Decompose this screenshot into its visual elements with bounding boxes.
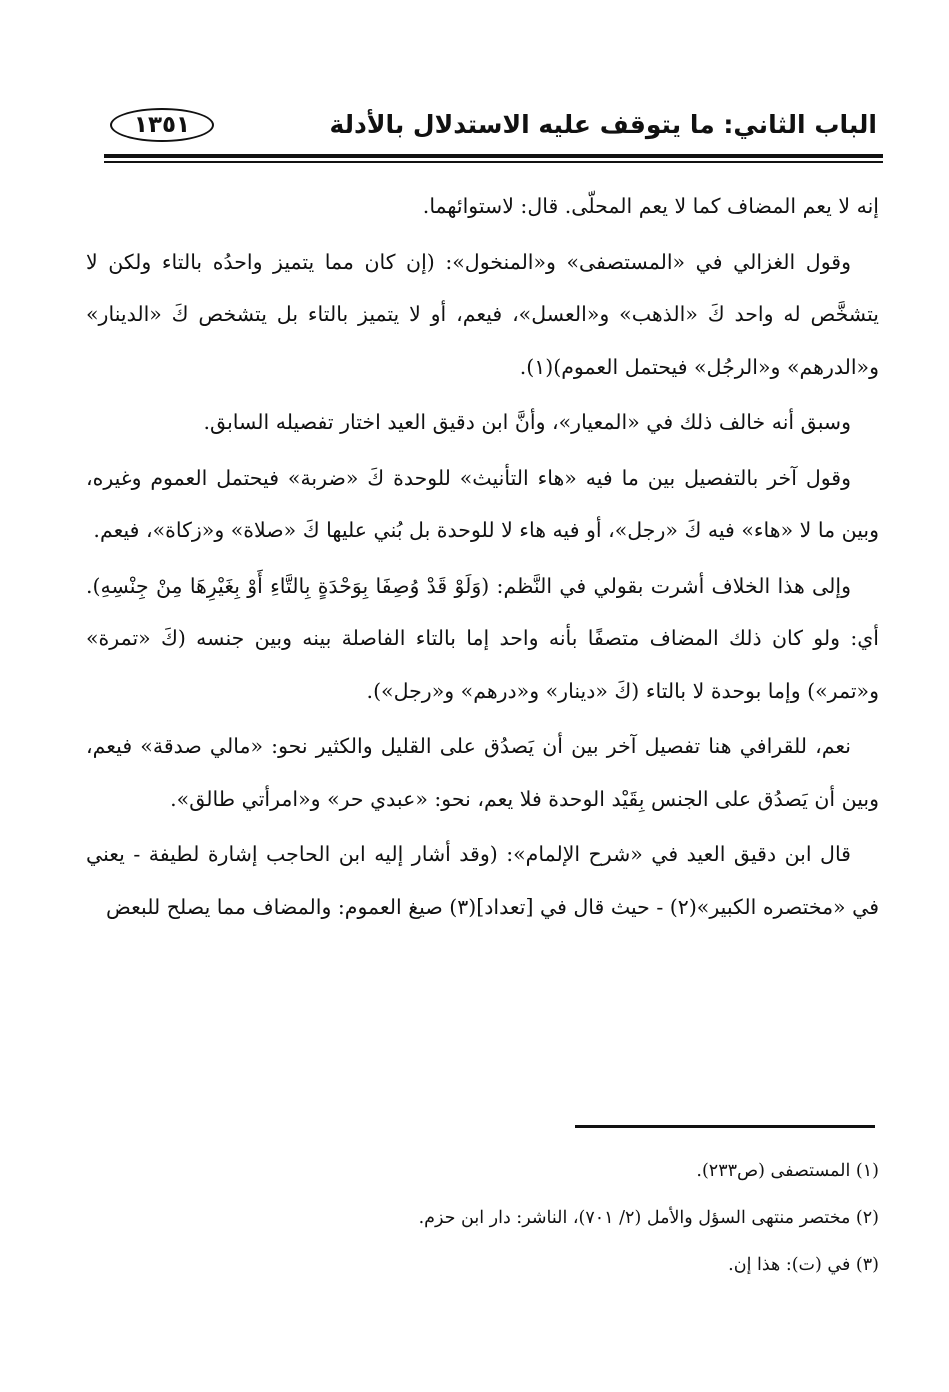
paragraph-3: وسبق أنه خالف ذلك في «المعيار»، وأنَّ ابن دقيق العيد اختار تفصيله السابق. — [203, 410, 851, 434]
page-number-badge: ١٣٥١ — [110, 108, 214, 142]
running-header — [110, 104, 877, 150]
footnote-1: (١) المستصفى (ص٢٣٣). — [696, 1161, 879, 1181]
paragraph-5: وإلى هذا الخلاف أشرت بقولي في النَّظم: (وَلَوْ قَدْ وُصِفَا بِوَحْدَةٍ بِالتَّاءِ أَوْ بِغَيْرِهَا مِنْ جِنْسِهِ). أي: ولو كان ذلك المضاف متصفًا بأنه واحد إما بالتاء الفاصلة بينه وبين جنسه (كَ «تمرة» و«تمر») وإما بوحدة لا بالتاء (كَ «دينار» و«درهم» و«رجل»). — [86, 573, 879, 703]
main-text — [86, 180, 879, 933]
header-rule-thick — [104, 154, 883, 158]
footnote-2: (٢) مختصر منتهى السؤل والأمل (٢/ ٧٠١)، الناشر: دار ابن حزم. — [418, 1208, 879, 1228]
paragraph-1: إنه لا يعم المضاف كما لا يعم المحلّى. قال: لاستوائهما. — [422, 194, 879, 218]
header-rule-thin — [104, 161, 883, 163]
footnote-3: (٣) في (ت): هذا إن. — [728, 1255, 879, 1275]
paragraph-2: وقول الغزالي في «المستصفى» و«المنخول»: (إن كان مما يتميز واحدُه بالتاء ولكن لا يتشخَّص له واحد كَ «الذهب» و«العسل»، فيعم، أو لا يتميز بالتاء بل يتشخص كَ «الدينار» و«الدرهم» و«الرجُل» فيحتمل العموم)(١). — [86, 249, 879, 379]
paragraph-7: قال ابن دقيق العيد في «شرح الإلمام»: (وقد أشار إليه ابن الحاجب إشارة لطيفة - يعني في «مختصره الكبير»(٢) - حيث قال في [تعداد](٣) صيغ العموم: والمضاف مما يصلح للبعض — [86, 842, 879, 919]
paragraph-6: نعم، للقرافي هنا تفصيل آخر بين أن يَصدُق على القليل والكثير نحو: «مالي صدقة» فيعم، وبين أن يَصدُق على الجنس بِقَيْد الوحدة فلا يعم، نحو: «عبدي حر» و«امرأتي طالق». — [86, 734, 879, 811]
paragraph-4: وقول آخر بالتفصيل بين ما فيه «هاء التأنيث» للوحدة كَ «ضربة» فيحتمل العموم وغيره، وبين ما لا «هاء» فيه كَ «رجل»، أو فيه هاء لا للوحدة بل بُني عليها كَ «صلاة» و«زكاة»، فيعم. — [86, 465, 879, 542]
footnotes — [86, 1148, 879, 1289]
chapter-title: الباب الثاني: ما يتوقف عليه الاستدلال بالأدلة — [329, 110, 877, 139]
footnote-separator — [575, 1125, 875, 1128]
